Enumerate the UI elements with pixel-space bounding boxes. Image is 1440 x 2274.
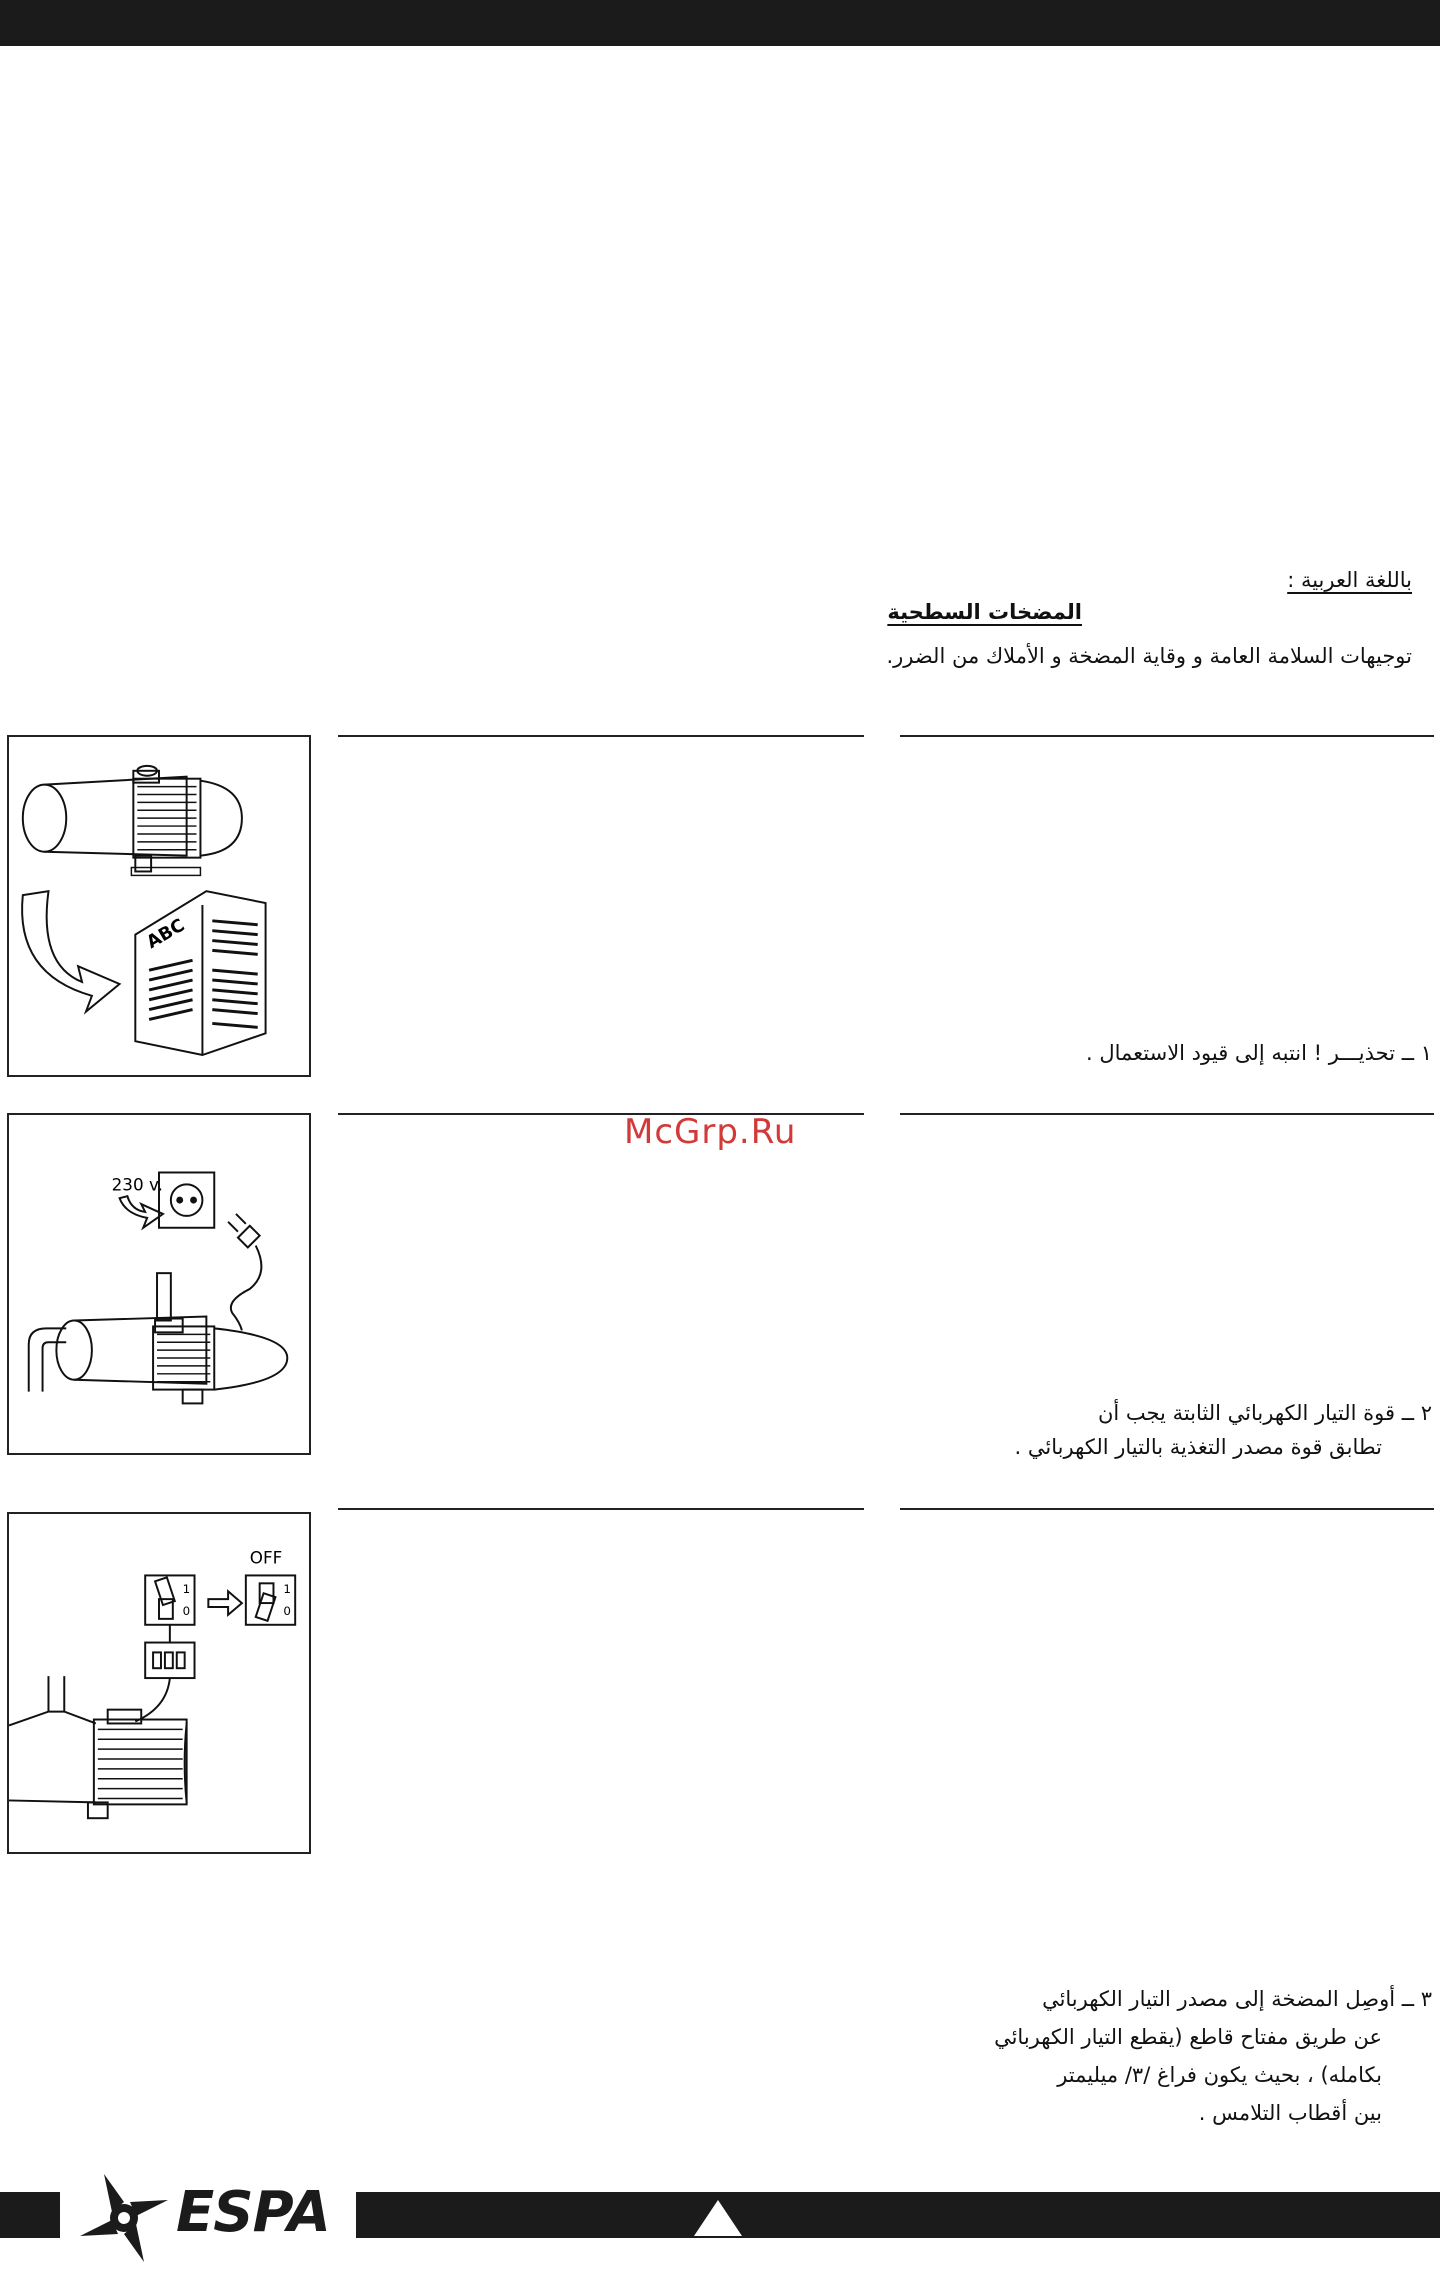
section-1-rule-right — [900, 735, 1434, 737]
section-3-number: ٣ ــ — [1401, 1987, 1432, 2011]
section-3-line-4: بين أقطاب التلامس . — [1198, 2101, 1382, 2125]
svg-text:1: 1 — [182, 1582, 191, 1597]
brand-logo-text: ESPA — [176, 2180, 330, 2245]
up-triangle-icon — [690, 2196, 746, 2238]
figure-voltage — [7, 1113, 311, 1455]
pump-switch-illustration — [9, 1514, 309, 1852]
section-3-line-3: بكامله) ، بحيث يكون فراغ /٣/ ميليمتر — [1057, 2063, 1382, 2087]
section-3-rule-right — [900, 1508, 1434, 1510]
section-3-text — [732, 1980, 1432, 2132]
section-1-rule-left — [338, 735, 864, 737]
watermark: McGrp.Ru — [624, 1112, 797, 1152]
section-2-text — [732, 1396, 1432, 1464]
page-title: المضخات السطحية — [887, 600, 1082, 624]
section-3-line-1: أوصِل المضخة إلى مصدر التيار الكهربائي — [1042, 1987, 1396, 2011]
svg-text:0: 0 — [283, 1603, 291, 1618]
section-1-number: ١ ــ — [1401, 1041, 1432, 1065]
section-2-line-2: تطابق قوة مصدر التغذية بالتيار الكهربائي . — [1014, 1435, 1382, 1459]
section-2-number: ٢ ــ — [1401, 1401, 1432, 1425]
svg-text:1: 1 — [283, 1582, 291, 1597]
pump-manual-illustration — [9, 737, 309, 1075]
svg-text:0: 0 — [182, 1603, 191, 1618]
section-3-line-2: عن طريق مفتاح قاطع (يقطع التيار الكهربائي — [994, 2025, 1382, 2049]
section-1-text — [732, 1036, 1432, 1070]
figure-read-manual — [7, 735, 311, 1077]
footer-bar-left — [0, 2192, 60, 2238]
language-label: باللغة العربية : — [1287, 568, 1412, 592]
page-subtitle: توجيهات السلامة العامة و وقاية المضخة و الأملاك من الضرر. — [886, 644, 1412, 668]
pump-voltage-illustration — [9, 1115, 309, 1453]
section-3-rule-left — [338, 1508, 864, 1510]
section-1-line-1: تحذيـــر ! انتبه إلى قيود الاستعمال . — [1085, 1041, 1396, 1065]
off-label: OFF — [249, 1547, 283, 1568]
footer-bar-right — [356, 2192, 1440, 2238]
espa-logo-icon — [74, 2168, 174, 2268]
section-2-rule-right — [900, 1113, 1434, 1115]
figure-switch — [7, 1512, 311, 1854]
voltage-label: 230 v. — [111, 1174, 163, 1195]
top-bar — [0, 0, 1440, 46]
section-2-line-1: قوة التيار الكهربائي الثابتة يجب أن — [1097, 1401, 1396, 1425]
book-label: ABC — [143, 915, 189, 954]
